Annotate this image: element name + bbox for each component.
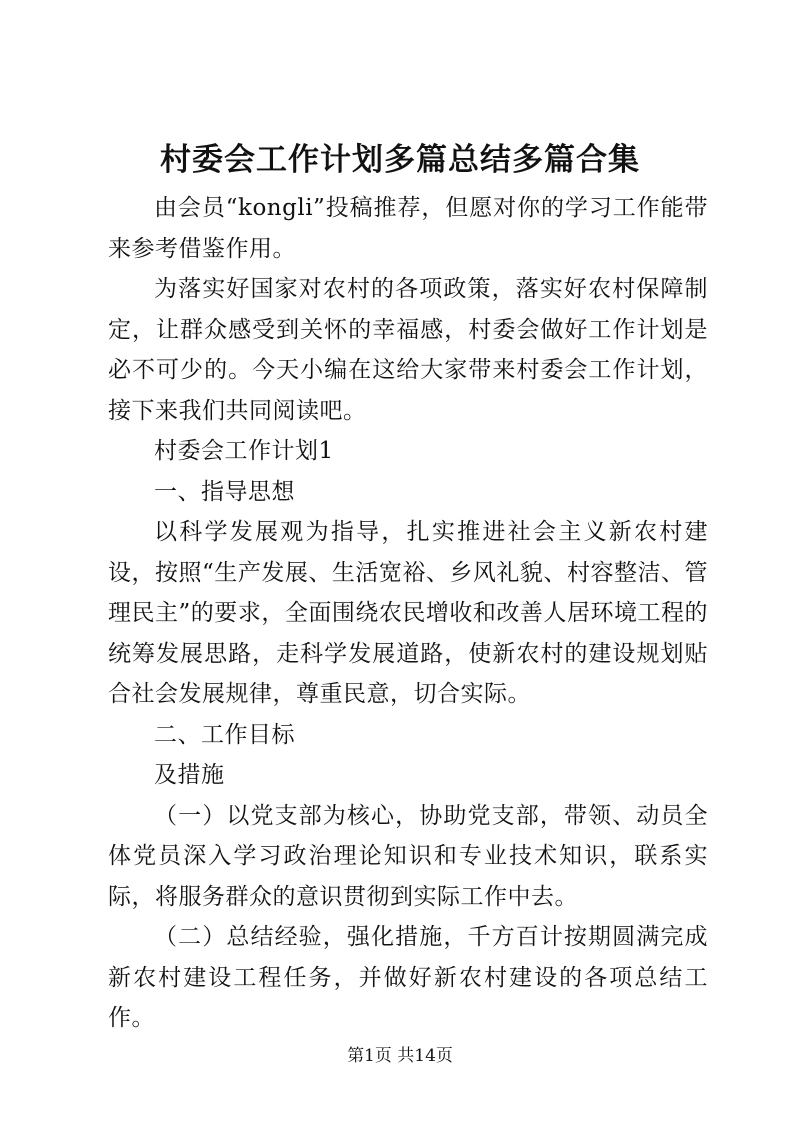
list-item: （一）以党支部为核心，协助党支部，带领、动员全体党员深入学习政治理论知识和专业技术知识，联系实际，将服务群众的意识贯彻到实际工作中去。 — [108, 802, 708, 910]
document-title: 村委会工作计划多篇总结多篇合集 — [160, 142, 640, 178]
document-body — [108, 188, 708, 1039]
body-paragraph: 以科学发展观为指导，扎实推进社会主义新农村建设，按照“生产发展、生活宽裕、乡风礼貌、村容整洁、管理民主”的要求，全面围绕农民增收和改善人居环境工程的统筹发展思路，走科学发展道路，使新农村的建设规划贴合社会发展规律，尊重民意，切合实际。 — [108, 519, 708, 707]
list-item: （二）总结经验，强化措施，千方百计按期圆满完成新农村建设工程任务，并做好新农村建设的各项总结工作。 — [108, 924, 708, 1031]
subsection-heading: 二、工作目标 — [154, 721, 295, 748]
subsection-heading: 一、指导思想 — [154, 478, 295, 505]
subsection-heading-continued: 及措施 — [154, 762, 225, 788]
page-footer: 第1页 共14页 — [347, 1046, 453, 1066]
section-heading: 村委会工作计划1 — [154, 438, 334, 464]
intro-paragraph: 由会员“kongli”投稿推荐，但愿对你的学习工作能带来参考借鉴作用。 — [108, 195, 708, 262]
preface-paragraph: 为落实好国家对农村的各项政策，落实好农村保障制定，让群众感受到关怀的幸福感，村委会做好工作计划是必不可少的。今天小编在这给大家带来村委会工作计划，接下来我们共同阅读吧。 — [108, 276, 708, 424]
